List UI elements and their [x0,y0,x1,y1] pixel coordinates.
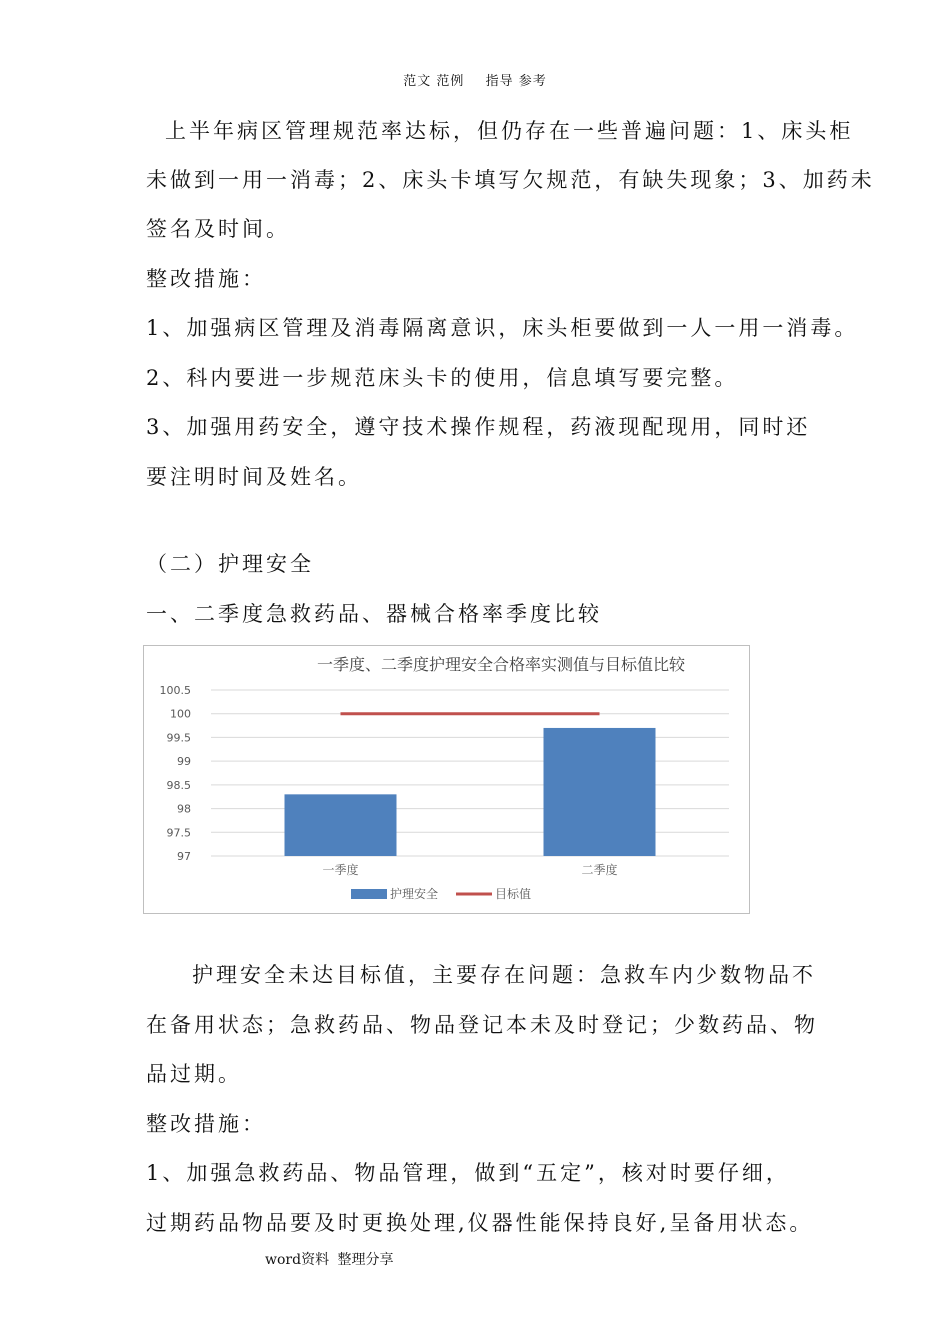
paragraph-1-line-3: 签名及时间。 [146,217,290,241]
paragraph-2-line-3: 品过期。 [146,1062,242,1086]
x-tick-label: 二季度 [581,863,618,877]
chart-container [143,645,750,914]
header-right: 指导 参考 [485,74,547,89]
y-tick-label: 99 [177,755,191,769]
paragraph-2-line-1: 护理安全未达目标值，主要存在问题：急救车内少数物品不 [192,963,816,987]
page-footer [265,1249,398,1269]
measure-n1-line-2: 过期药品物品要及时更换处理,仪器性能保持良好,呈备用状态。 [146,1211,814,1235]
y-tick-label: 99.5 [166,731,191,745]
y-tick-label: 100 [170,707,191,721]
paragraph-1-line-2: 未做到一用一消毒；2、床头卡填写欠规范，有缺失现象；3、加药未 [146,168,875,192]
y-tick-label: 100.5 [159,684,191,697]
measure-2: 2、科内要进一步规范床头卡的使用，信息填写要完整。 [146,366,739,390]
y-tick-label: 97 [177,850,191,863]
legend-label-line: 目标值 [495,887,532,901]
section-heading: （二）护理安全 [146,552,314,576]
measure-1: 1、加强病区管理及消毒隔离意识，床头柜要做到一人一用一消毒。 [146,316,859,340]
paragraph-2-line-2: 在备用状态；急救药品、物品登记本未及时登记；少数药品、物 [146,1013,818,1037]
footer-right: 整理分享 [337,1252,394,1268]
measure-3-line-2: 要注明时间及姓名。 [146,465,362,489]
footer-left: word资料 [265,1252,330,1268]
header-left: 范文 范例 [403,74,465,89]
bar-2 [544,728,656,856]
page-header [0,70,950,89]
paragraph-1-line-1: 上半年病区管理规范率达标，但仍存在一些普遍问题：1、床头柜 [165,119,854,143]
y-tick-label: 97.5 [166,826,191,840]
measure-3-line-1: 3、加强用药安全，遵守技术操作规程，药液现配现用，同时还 [146,415,811,439]
bar-1 [285,794,397,856]
y-tick-label: 98 [177,802,191,816]
legend-label-bar: 护理安全 [390,887,439,901]
x-tick-label: 一季度 [322,863,359,877]
measures-heading-2: 整改措施： [146,1112,266,1136]
chart-title: 一季度、二季度护理安全合格率实测值与目标值比较 [316,655,686,674]
y-tick-label: 98.5 [166,778,191,792]
subsection-heading: 一、二季度急救药品、器械合格率季度比较 [146,602,602,626]
measure-n1-line-1: 1、加强急救药品、物品管理，做到“五定”，核对时要仔细， [146,1161,790,1185]
legend-swatch-bar [351,889,387,899]
bar-line-chart [144,646,749,913]
measures-heading-1: 整改措施： [146,267,266,291]
